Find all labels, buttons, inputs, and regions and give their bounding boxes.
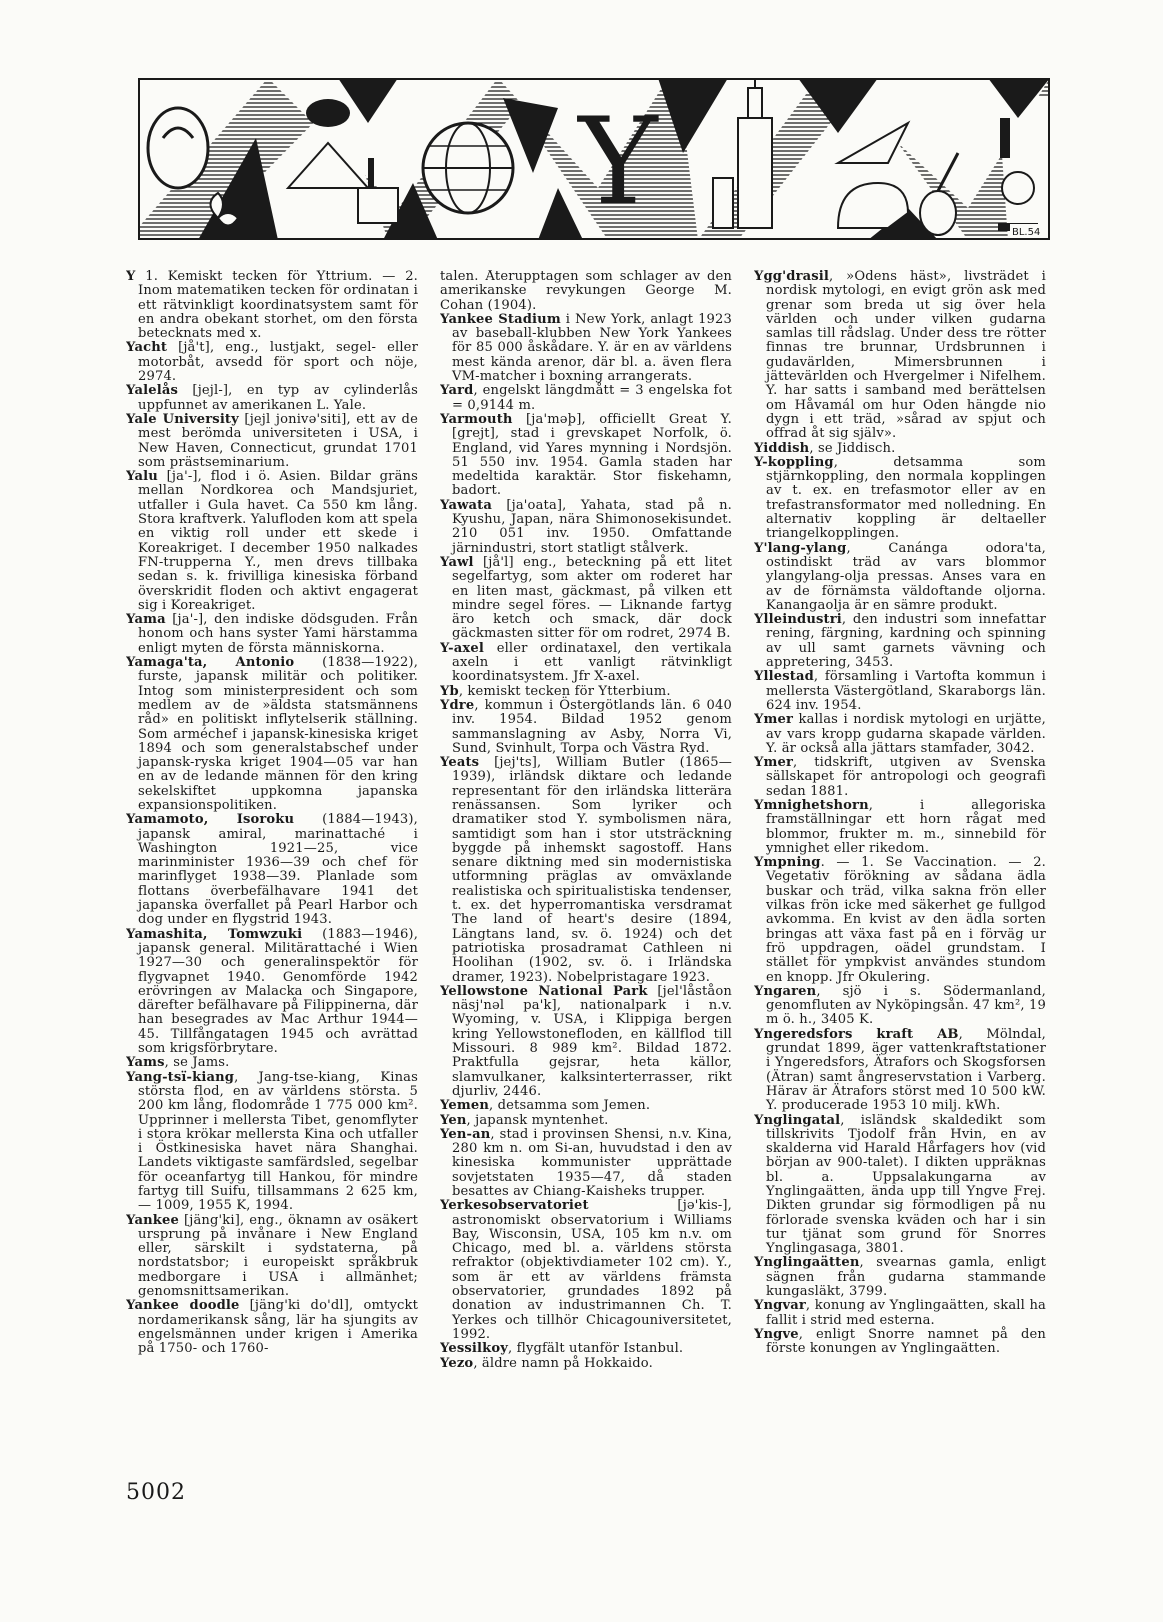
dictionary-entry (440, 384, 732, 413)
entry-text: , flygfält utanför Istanbul. (508, 1341, 684, 1357)
entry-headword: Yama (126, 612, 166, 628)
dictionary-entry (754, 442, 1046, 456)
entry-headword: Ylleindustri (754, 612, 842, 628)
dictionary-entry (754, 542, 1046, 613)
entry-text: . — 1. Se Vaccination. — 2. Vegetativ förökning av sådana ädla buskar och träd, vilka sakna frön eller vilkas frön icke med säkerhet ge fullgod avkomma. En kvist av den ädla sorten bringas att växa fast på en i förväg ur frö uppdragen, oädel grundstam. I stället för ympkvist användes stundom en knopp. Jfr Okulering. (766, 855, 1046, 985)
entry-text: , japansk myntenhet. (466, 1112, 609, 1128)
entry-text: (1884—1943), japansk amiral, marinattaché i Washington 1921—25, vice marinminister 1936—39 och chef för marinflyget 1938—39. Planlade som flottans överbefälhavare 1941 det japanska överfallet på Pearl Harbor och dog under en flygstrid 1943. (138, 812, 418, 928)
entry-headword: Ymer (754, 712, 794, 728)
letter-banner-illustration (138, 78, 1050, 240)
entry-text: [ja'-], den indiske dödsguden. Från honom och hans syster Yami härstamma enligt myten de första människorna. (138, 612, 418, 656)
entry-headword: Yams (126, 1055, 165, 1071)
entry-headword: Ygg'drasil (754, 270, 830, 284)
entry-text: , kemiskt tecken för Ytterbium. (458, 683, 671, 699)
banner-letter: Y (578, 93, 658, 232)
entry-headword: Yemen (440, 1098, 489, 1114)
entry-text: , i allegoriska framställningar ett horn rågat med blommor, frukter m. m., sinnebild för ymnighet eller rikedom. (766, 797, 1046, 856)
entry-text: , se Jams. (164, 1055, 230, 1071)
entry-headword: Yarmouth (440, 411, 513, 427)
entry-text: , äldre namn på Hokkaido. (473, 1355, 653, 1371)
dictionary-entry (754, 985, 1046, 1028)
entry-text: , engelskt längdmått = 3 engelska fot = 0,9144 m. (452, 383, 732, 413)
entry-headword: Yamaga'ta, Antonio (126, 655, 295, 671)
entry-headword: Ynglingaätten (754, 1255, 860, 1271)
entry-headword: Yawl (440, 554, 474, 570)
entry-text: , kommun i Östergötlands län. 6 040 inv. 1954. Bildad 1952 genom sammanslagning av Asby, Norra Vi, Sund, Svinhult, Torpa och Västra Ryd. (452, 697, 732, 756)
dictionary-entry (126, 1214, 418, 1300)
dictionary-entry (440, 499, 732, 556)
entry-headword: Yessilkoy (440, 1341, 508, 1357)
entry-text: eller ordinataxel, den vertikala axeln i ett vanligt rätvinkligt koordinatsystem. Jfr X-axel. (452, 640, 732, 685)
dictionary-entry (126, 1299, 418, 1356)
entry-headword: Yen (440, 1112, 467, 1128)
dictionary-entry (440, 1114, 732, 1128)
entry-text: , detsamma som stjärnkoppling, den normala kopplingen av t. ex. en trefasmotor eller av en trefastransformator med nolledning. En alternativ koppling är deltaeller triangelkopplingen. (766, 454, 1046, 542)
dictionary-entry (440, 685, 732, 699)
entry-text: , Mölndal, grundat 1899, äger vattenkraftstationer i Yngeredsfors, Ätrafors och Skogsforsen (Ätran) samt ångreservstation i Varberg. Härav är Ätrafors störst med 10 500 kW. Y. producerade 1953 10 milj. kWh. (766, 1026, 1046, 1114)
dictionary-entry (440, 556, 732, 642)
dictionary-entry (126, 813, 418, 927)
dictionary-entry (126, 613, 418, 656)
entry-headword: Yalu (126, 469, 158, 485)
entry-text: , den industri som innefattar rening, färgning, kardning och spinning av ull samt garnets vävning och appretering, 3453. (766, 612, 1046, 671)
dictionary-entry (126, 656, 418, 813)
entry-headword: Yawata (440, 497, 493, 513)
entry-text: [ja'məþ], officiellt Great Y. [grejt], stad i grevskapet Norfolk, ö. England, vid Yares mynning i Nordsjön. 51 550 inv. 1954. Gamla staden har medeltida karaktär. Stor fiskehamn, badort. (452, 411, 732, 499)
entry-text: [jej'ts], William Butler (1865—1939), irländsk diktare och ledande representant för den irländska litterära renässansen. Som lyriker och dramatiker stod Y. symbolismen nära, samtidigt som han i stor utsträckning byggde på inhemskt sagostoff. Hans senare diktning med sin modernistiska utformning präglas av omväxlande realistiska och spiritualistiska tendenser, t. ex. det hyperromantiska versdramat The land of heart's desire (1894, Längtans land, sv. ö. 1924) och det patriotiska prosadramat Cathleen ni Hoolihan (1902, sv. ö. i Irländska dramer, 1923). Nobelpristagare 1923. (452, 755, 732, 985)
entry-text: , enligt Snorre namnet på den förste konungen av Ynglingaätten. (766, 1326, 1046, 1357)
dictionary-entry (440, 1357, 732, 1371)
entry-headword: Yalelås (126, 383, 178, 399)
entry-headword: Ymnighetshorn (754, 797, 869, 813)
entry-text: [ja'-], flod i ö. Asien. Bildar gräns mellan Nordkorea och Mandsjuriet, utfaller i Gula havet. Ca 550 km lång. Stora kraftverk. Yalufloden kom att spela en viktig roll under ett skede i Koreakriget. I december 1950 nalkades FN-trupperna Y., men drevs tillbaka sedan s. k. frivilliga kinesiska förband överskridit floden och aktivt engagerat sig i Koreakriget. (138, 469, 418, 613)
dictionary-entry (126, 270, 418, 341)
dictionary-entry (440, 756, 732, 985)
entry-text: [jå't], eng., lustjakt, segel- eller motorbåt, avsedd för sport och nöje, 2974. (138, 340, 418, 385)
entry-text: , församling i Vartofta kommun i mellersta Västergötland, Skaraborgs län. 624 inv. 1954. (766, 669, 1046, 713)
entry-headword: Ydre (440, 697, 475, 713)
entry-headword: Yamashita, Tomwzuki (126, 926, 303, 942)
entry-headword: Ynglingatal (754, 1112, 841, 1128)
entry-headword: Yankee (126, 1212, 179, 1228)
dictionary-entry (440, 1199, 732, 1342)
entry-text: (1838—1922), furste, japansk militär och politiker. Intog som ministerpresident och som medlem av de »äldsta statsmännens råd» en politiskt inflytelserik ställning. Som arméchef i japansk-kinesiska kriget 1894 och som generalstabschef under japansk-ryska kriget 1904—05 var han en av de ledande männen för den kring sekelskiftet uppkomna japanska expansionspolitiken. (138, 655, 418, 813)
dictionary-entry (754, 270, 1046, 442)
entry-text: talen. Återupptagen som schlager av den amerikanske revykungen George M. Cohan (1904). (440, 270, 732, 313)
dictionary-entry (440, 699, 732, 756)
entry-headword: Yiddish (754, 440, 810, 456)
dictionary-entry (126, 384, 418, 413)
entry-headword: Yeats (440, 755, 480, 771)
dictionary-entry (754, 456, 1046, 542)
dictionary-entry (440, 1099, 732, 1113)
dictionary-entry (126, 928, 418, 1057)
entry-headword: Yamamoto, Isoroku (126, 812, 295, 828)
dictionary-entry (754, 1328, 1046, 1357)
dictionary-entry (754, 613, 1046, 670)
entry-headword: Y-axel (440, 640, 484, 656)
article-columns (126, 270, 1046, 1450)
entry-text: kallas i nordisk mytologi en urjätte, av vars kropp gudarna skapade världen. Y. är också alla jättars stamfader, 3042. (766, 712, 1046, 756)
column-3 (754, 270, 1046, 1450)
entry-text: [jå'l] eng., beteckning på ett litet segelfartyg, som akter om roderet har en liten mast, gäckmast, på vilken ett mindre segel föres. — Liknande fartyg äro ketch och smack, där dock gäckmasten sitter för om rodret, 2974 B. (452, 554, 732, 642)
dictionary-entry (440, 642, 732, 685)
entry-headword: Yankee doodle (126, 1298, 240, 1314)
dictionary-entry (126, 413, 418, 470)
dictionary-entry (754, 856, 1046, 985)
entry-headword: Yard (440, 383, 474, 399)
entry-text: [jejl-], en typ av cylinderlås uppfunnet av amerikanen L. Yale. (138, 383, 418, 413)
entry-headword: Yerkesobservatoriet (440, 1198, 589, 1214)
entry-headword: Y-koppling (754, 454, 834, 470)
entry-headword: Yngvar (754, 1298, 806, 1314)
entry-text: , se Jiddisch. (809, 440, 896, 456)
dictionary-entry (754, 1256, 1046, 1299)
banner-signature: BL.54 (1012, 227, 1041, 238)
entry-headword: Yngve (754, 1326, 799, 1342)
entry-headword: Yngaren (754, 983, 817, 999)
entry-text: , »Odens häst», livsträdet i nordisk mytologi, en evigt grön ask med grenar som breda ut sig över hela världen och under vilken gudarna samlas till rådslag. Under dess tre rötter finnas tre brunnar, Urdsbrunnen i gudavärlden, Mimersbrunnen i jättevärlden och Hvergelmer i Nifelhem. Y. har satts i samband med berättelsen om Håvamál om hur Oden hängde nio dygn i ett träd, »sårad av spjut och offrad åt sig själv». (766, 270, 1046, 442)
entry-headword: Yellowstone National Park (440, 983, 648, 999)
entry-text: , tidskrift, utgiven av Svenska sällskapet för antropologi och geografi sedan 1881. (766, 755, 1046, 799)
entry-text: [jäng'ki], eng., öknamn av osäkert ursprung på invånare i New England eller, särskilt i sydstaterna, på nordstatsbor; i europeiskt språkbruk medborgare i USA i allmänhet; genomsnittsamerikan. (138, 1212, 418, 1300)
entry-headword: Yb (440, 683, 459, 699)
dictionary-entry (126, 470, 418, 613)
entry-text: [jə'kis-], astronomiskt observatorium i Williams Bay, Wisconsin, USA, 105 km n.v. om Chicago, med bl. a. världens största refraktor (objektivdiameter 102 cm). Y., som är ett av världens främsta observatorier, grundades 1892 på donation av industrimannen Ch. T. Yerkes och tillhör Chicagouniversitetet, 1992. (452, 1198, 732, 1342)
entry-headword: Yang-tsï-kiang (126, 1069, 235, 1085)
entry-text: i New York, anlagt 1923 av baseball-klubben New York Yankees för 85 000 åskådare. Y. är en av världens mest kända arenor, där bl. a. även flera VM-matcher i boxning arrangerats. (452, 311, 732, 385)
entry-text: , Jang-tse-kiang, Kinas största flod, en av världens största. 5 200 km lång, flodområde 1 775 000 km². Upprinner i mellersta Tibet, genomflyter i stora krökar mellersta Kina och utfaller i Östkinesiska havet nära Shanghai. Landets viktigaste samfärdsled, segelbar för oceanfartyg till Hankou, för mindre fartyg till Suifu, tillsammans 2 625 km, — 1009, 1955 K, 1994. (138, 1069, 418, 1214)
entry-text: [jäng'ki do'dl], omtyckt nordamerikansk sång, lär ha sjungits av engelsmännen under krigen i Amerika på 1750- och 1760- (138, 1298, 418, 1357)
entry-headword: Yen-an (440, 1126, 491, 1142)
dictionary-entry (440, 270, 732, 313)
entry-text: [jel'låståon näsj'nəl pa'k], nationalpark i n.v. Wyoming, v. USA, i Klippiga bergen kring Yellowstonefloden, en källflod till Missouri. 8 989 km². Bildad 1872. Praktfulla gejsrar, heta källor, slamvulkaner, kalksinterterrasser, rikt djurliv, 2446. (452, 983, 732, 1099)
entry-text: , stad i provinsen Shensi, n.v. Kina, 280 km n. om Si-an, huvudstad i den av kinesiska kommunister upprättade sovjetstaten 1935—47, då staden besattes av Chiang-Kaisheks trupper. (452, 1126, 732, 1199)
entry-text: , sjö i s. Södermanland, genomfluten av Nyköpingsån. 47 km², 19 m ö. h., 3405 K. (766, 983, 1046, 1028)
dictionary-entry (440, 413, 732, 499)
dictionary-entry (754, 670, 1046, 713)
dictionary-entry (126, 1071, 418, 1214)
entry-text: [jejl jonivə'siti], ett av de mest berömda universiteten i USA, i New Haven, Connecticut, grundat 1701 som prästseminarium. (138, 411, 418, 470)
entry-text: , svearnas gamla, enligt sägnen från gudarna stammande kungasläkt, 3799. (766, 1255, 1046, 1300)
dictionary-entry (126, 341, 418, 384)
dictionary-entry (440, 1342, 732, 1356)
entry-headword: Yngeredsfors kraft AB (754, 1026, 959, 1042)
entry-text: [ja'oata], Yahata, stad på n. Kyushu, Japan, nära Shimonosekisundet. 210 051 inv. 1950. Omfattande järnindustri, stort statligt stålverk. (452, 497, 732, 556)
dictionary-entry (126, 1056, 418, 1070)
dictionary-entry (754, 1299, 1046, 1328)
entry-text: 1. Kemiskt tecken för Yttrium. — 2. Inom matematiken tecken för ordinatan i ett rätvinkligt koordinatsystem samt för en andra obekant storhet, om den första betecknats med x. (135, 270, 418, 342)
dictionary-entry (754, 1028, 1046, 1114)
page-number: 5002 (126, 1480, 186, 1505)
dictionary-entry (440, 985, 732, 1099)
entry-text: , isländsk skaldedikt som tillskrivits Tjodolf från Hvin, en av skalderna vid Harald Hårfagers hov (vid början av 900-talet). I dikten uppräknas bl. a. Uppsalakungarna av Ynglingaätten, ända upp till Yngve Frej. Dikten grundar sig förmodligen på nu förlorade svenska kväden och har i sin tur tjänat som grund för Snorres Ynglingasaga, 3801. (766, 1112, 1046, 1257)
entry-text: , detsamma som Jemen. (489, 1098, 651, 1114)
entry-headword: Y'lang-ylang (754, 540, 847, 556)
dictionary-entry (754, 756, 1046, 799)
entry-text: , Canánga odora'ta, ostindiskt träd av vars blommor ylangylang-olja pressas. Anses vara en av de förnämsta väldoftande oljorna. Kanangaolja är en sämre produkt. (766, 540, 1046, 613)
entry-headword: Yale University (126, 411, 239, 427)
entry-headword: Yacht (126, 340, 168, 356)
column-1 (126, 270, 418, 1450)
dictionary-entry (440, 313, 732, 384)
entry-text: , konung av Ynglingaätten, skall ha fallit i strid med esterna. (766, 1298, 1046, 1328)
entry-headword: Yezo (440, 1355, 474, 1371)
entry-headword: Y (126, 270, 136, 284)
entry-headword: Yankee Stadium (440, 311, 561, 327)
entry-headword: Ymer (754, 755, 794, 771)
dictionary-entry (440, 1128, 732, 1199)
dictionary-entry (754, 713, 1046, 756)
column-2 (440, 270, 732, 1450)
dictionary-entry (754, 1114, 1046, 1257)
dictionary-entry (754, 799, 1046, 856)
entry-headword: Yllestad (754, 669, 814, 685)
entry-text: (1883—1946), japansk general. Militärattaché i Wien 1927—30 och generalinspektör för flygvapnet 1940. Genomförde 1942 erövringen av Malacka och Singapore, därefter befälhavare på Filippinerna, där han besegrades av Mac Arthur 1944—45. Tillfångatagen 1945 och avrättad som krigsförbrytare. (138, 926, 418, 1057)
entry-headword: Ympning (754, 855, 821, 871)
